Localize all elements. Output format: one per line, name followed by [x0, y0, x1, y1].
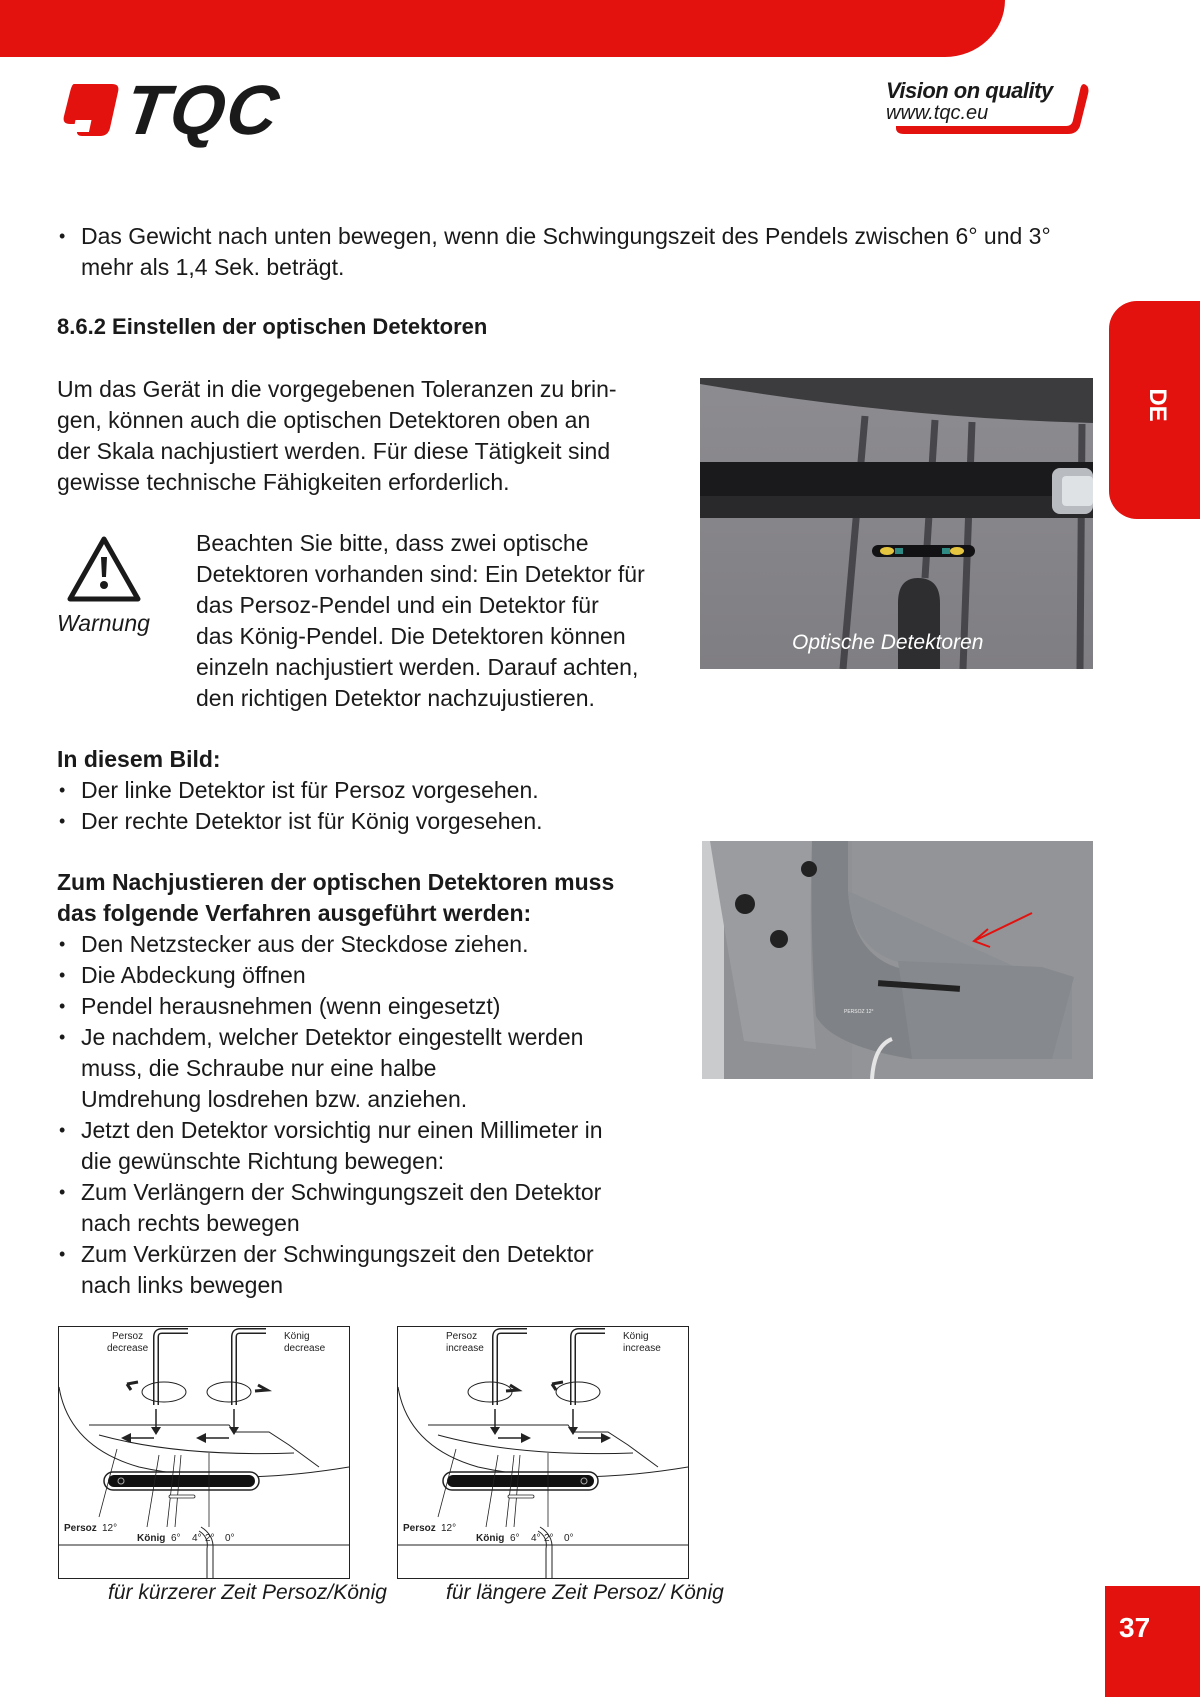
- paragraph-line: gewisse technische Fähigkeiten erforderlich.: [57, 469, 510, 495]
- procedure-item-line: die gewünschte Richtung bewegen:: [81, 1148, 445, 1174]
- scale-6-deg: 6°: [171, 1533, 181, 1544]
- procedure-item-line: muss, die Schraube nur eine halbe: [81, 1055, 437, 1081]
- warning-triangle-icon: [66, 535, 142, 608]
- intro-bullet: • Das Gewicht nach unten bewegen, wenn die Schwingungszeit des Pendels zwischen 6° und 3° mehr als 1,4 Sek. beträgt.: [57, 221, 1101, 283]
- procedure-item: [57, 991, 697, 1022]
- label-line: increase: [446, 1343, 484, 1354]
- label-line: König: [284, 1331, 310, 1342]
- procedure-item-line: • Den Netzstecker aus der Steckdose ziehen.: [81, 931, 529, 957]
- adjustment-diagram-decrease: [58, 1326, 350, 1579]
- scale-konig-label: König: [476, 1533, 505, 1544]
- label-line: decrease: [284, 1343, 326, 1354]
- procedure-item: [57, 960, 697, 991]
- left-key-label: [107, 1331, 148, 1355]
- procedure-item: [57, 1022, 697, 1115]
- language-tab[interactable]: [1109, 301, 1200, 519]
- procedure-heading-line: das folgende Verfahren ausgeführt werden:: [57, 900, 532, 926]
- logo-mark-icon: [60, 80, 122, 142]
- page-number: 37: [1119, 1612, 1151, 1643]
- tagline-block: [884, 78, 1094, 140]
- diagram-caption: für längere Zeit Persoz/ König: [446, 1581, 724, 1604]
- left-key-label: [446, 1331, 484, 1355]
- warning-label: Warnung: [57, 610, 150, 636]
- device-photo: [702, 841, 1093, 1079]
- procedure-item-line: Umdrehung losdrehen bzw. anziehen.: [81, 1086, 468, 1112]
- label-line: Persoz: [446, 1331, 478, 1342]
- right-key-label: [623, 1331, 661, 1355]
- scale-12-deg: 12°: [441, 1523, 457, 1534]
- procedure-item-line: • Die Abdeckung öffnen: [81, 962, 306, 988]
- label-line: decrease: [107, 1343, 149, 1354]
- warning-line: den richtigen Detektor nachzujustieren.: [196, 685, 595, 711]
- procedure-item: [57, 1177, 697, 1239]
- device-label: PERSOZ 12°: [844, 1009, 874, 1015]
- warning-line: einzeln nachjustiert werden. Darauf achten,: [196, 654, 639, 680]
- procedure-item-line: nach rechts bewegen: [81, 1210, 300, 1236]
- warning-text: [196, 528, 686, 714]
- paragraph-line: der Skala nachjustiert werden. Für diese Tätigkeit sind: [57, 438, 611, 464]
- tqc-logo: [60, 71, 340, 149]
- warning-line: das König-Pendel. Die Detektoren können: [196, 623, 626, 649]
- procedure-item-line: • Zum Verkürzen der Schwingungszeit den Detektor: [81, 1241, 594, 1267]
- procedure-item-line: • Zum Verlängern der Schwingungszeit den Detektor: [81, 1179, 602, 1205]
- diagram-caption: für kürzerer Zeit Persoz/König: [108, 1581, 387, 1604]
- procedure-item-line: • Pendel herausnehmen (wenn eingesetzt): [81, 993, 501, 1019]
- procedure-item-line: nach links bewegen: [81, 1272, 284, 1298]
- paragraph-line: gen, können auch die optischen Detektoren oben an: [57, 407, 591, 433]
- scale-4-deg: 4°: [192, 1533, 202, 1544]
- warning-line: Beachten Sie bitte, dass zwei optische: [196, 530, 589, 556]
- diagram-drawing: [398, 1327, 688, 1578]
- in-image-item: • Der rechte Detektor ist für König vorgesehen.: [57, 806, 677, 837]
- diagram-drawing: [59, 1327, 349, 1578]
- procedure-block: [57, 867, 697, 1301]
- procedure-item-line: • Jetzt den Detektor vorsichtig nur einen Millimeter in: [81, 1117, 603, 1143]
- adjustment-diagram-increase: [397, 1326, 689, 1579]
- scale-persoz-label: Persoz: [403, 1523, 436, 1534]
- language-tab-label: DE: [1144, 388, 1171, 422]
- page-number-block: [1105, 1586, 1200, 1697]
- website-url[interactable]: www.tqc.eu: [886, 102, 989, 124]
- scale-konig-label: König: [137, 1533, 166, 1544]
- in-image-block: [57, 744, 677, 837]
- procedure-item: [57, 929, 697, 960]
- procedure-item: [57, 1115, 697, 1177]
- right-key-label: [284, 1331, 325, 1355]
- scale-4-deg: 4°: [531, 1533, 541, 1544]
- scale-2-deg: 2°: [544, 1533, 554, 1544]
- section-paragraph: [57, 374, 677, 498]
- scale-6-deg: 6°: [510, 1533, 520, 1544]
- warning-line: das Persoz-Pendel und ein Detektor für: [196, 592, 599, 618]
- warning-line: Detektoren vorhanden sind: Ein Detektor für: [196, 561, 645, 587]
- photo-caption: Optische Detektoren: [792, 631, 984, 654]
- label-line: Persoz: [112, 1331, 144, 1342]
- procedure-item-line: • Je nachdem, welcher Detektor eingestellt werden: [81, 1024, 584, 1050]
- label-line: König: [623, 1331, 649, 1342]
- procedure-item: [57, 1239, 697, 1301]
- procedure-heading-line: Zum Nachjustieren der optischen Detektoren muss: [57, 869, 615, 895]
- in-image-item: • Der linke Detektor ist für Persoz vorgesehen.: [57, 775, 677, 806]
- header-band: [0, 0, 1005, 57]
- scale-12-deg: 12°: [102, 1523, 118, 1534]
- label-line: increase: [623, 1343, 661, 1354]
- scale-0-deg: 0°: [225, 1533, 235, 1544]
- tagline: Vision on quality: [886, 78, 1053, 103]
- brand-name: TQC: [120, 71, 286, 149]
- in-image-heading: In diesem Bild:: [57, 746, 221, 772]
- paragraph-line: Um das Gerät in die vorgegebenen Toleranzen zu brin-: [57, 376, 617, 402]
- section-heading: 8.6.2 Einstellen der optischen Detektoren: [57, 314, 488, 339]
- scale-0-deg: 0°: [564, 1533, 574, 1544]
- optical-detectors-photo: [700, 378, 1093, 669]
- scale-2-deg: 2°: [205, 1533, 215, 1544]
- scale-persoz-label: Persoz: [64, 1523, 97, 1534]
